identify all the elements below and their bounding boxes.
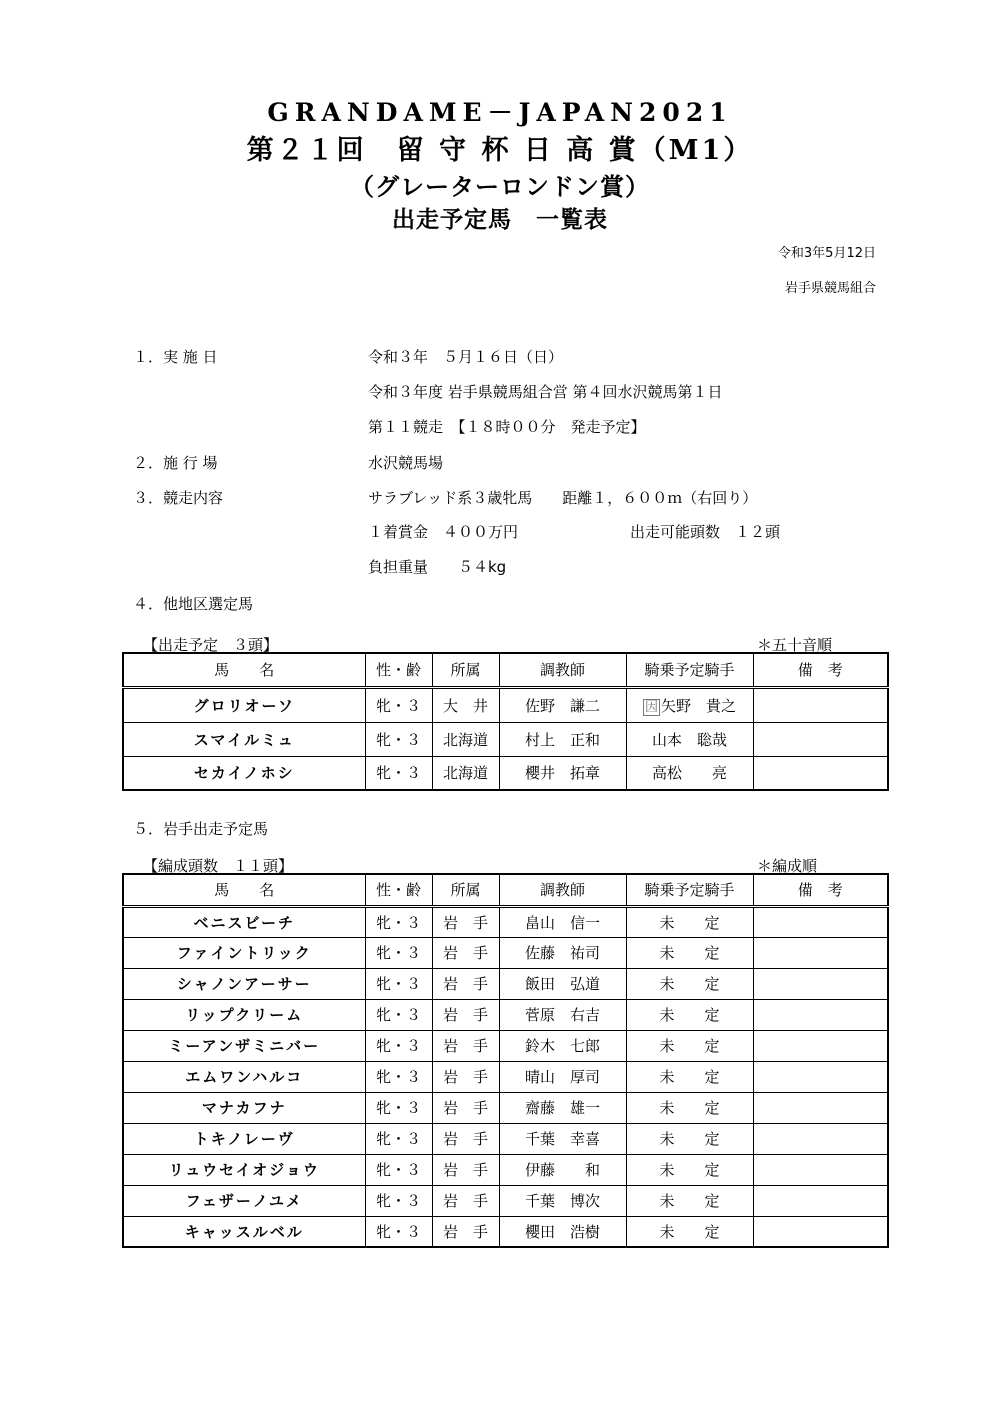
- remarks: [753, 1154, 888, 1185]
- remarks: [753, 1123, 888, 1154]
- horse-name: リュウセイオジョウ: [123, 1154, 365, 1185]
- affiliation: 北海道: [432, 756, 499, 790]
- horse-name: スマイルミュ: [123, 722, 365, 756]
- trainer: 千葉 幸喜: [499, 1123, 626, 1154]
- header-affiliation: 所属: [432, 874, 499, 906]
- document-date: 令和3年5月12日: [777, 246, 876, 261]
- sex-age: 牝・３: [365, 1216, 432, 1247]
- section-1-race-time: 第１１競走 【１８時００分 発走予定】: [368, 418, 646, 436]
- header-remarks: 備 考: [753, 653, 888, 687]
- table-row: [123, 1092, 888, 1123]
- section-3-max-runners: 出走可能頭数 １２頭: [630, 523, 781, 541]
- table2-order-note: ＊編成順: [757, 857, 818, 875]
- table-row: [123, 999, 888, 1030]
- sex-age: 牝・３: [365, 999, 432, 1030]
- iwate-horses-table: [122, 873, 889, 1248]
- table-row: [123, 1030, 888, 1061]
- sex-age: 牝・３: [365, 1061, 432, 1092]
- title-race-name: 第２１回 留 守 杯 日 高 賞（M1）: [246, 135, 754, 166]
- horse-name: ミーアンザミニバー: [123, 1030, 365, 1061]
- header-sex-age: 性・齢: [365, 874, 432, 906]
- jockey: 未 定: [626, 1185, 753, 1216]
- table-row: [123, 1216, 888, 1247]
- jockey: 未 定: [626, 906, 753, 937]
- affiliation: 岩 手: [432, 1123, 499, 1154]
- horse-name: フェザーノユメ: [123, 1185, 365, 1216]
- jockey: 未 定: [626, 1030, 753, 1061]
- table-row: [123, 1154, 888, 1185]
- trainer: 鈴木 七郎: [499, 1030, 626, 1061]
- horse-name: セカイノホシ: [123, 756, 365, 790]
- sex-age: 牝・３: [365, 687, 432, 722]
- affiliation: 岩 手: [432, 906, 499, 937]
- table1-order-note: ＊五十音順: [757, 636, 833, 654]
- remarks: [753, 722, 888, 756]
- sex-age: 牝・３: [365, 1123, 432, 1154]
- sex-age: 牝・３: [365, 968, 432, 999]
- remarks: [753, 687, 888, 722]
- sex-age: 牝・３: [365, 1185, 432, 1216]
- sex-age: 牝・３: [365, 937, 432, 968]
- table-row: [123, 1185, 888, 1216]
- trainer: 櫻田 浩樹: [499, 1216, 626, 1247]
- header-remarks: 備 考: [753, 874, 888, 906]
- section-2-venue: 水沢競馬場: [368, 454, 444, 472]
- jockey: 高松 亮: [626, 756, 753, 790]
- jockey-name: 矢野 貴之: [661, 696, 737, 715]
- section-1-meeting: 令和３年度 岩手県競馬組合営 第４回水沢競馬第１日: [368, 383, 723, 401]
- jockey: 未 定: [626, 968, 753, 999]
- trainer: 佐藤 祐司: [499, 937, 626, 968]
- remarks: [753, 1061, 888, 1092]
- trainer: 伊藤 和: [499, 1154, 626, 1185]
- organizer-name: 岩手県競馬組合: [784, 281, 876, 296]
- header-horse-name: 馬 名: [123, 653, 365, 687]
- remarks: [753, 906, 888, 937]
- title-event-series: GRANDAME－JAPAN2021: [267, 98, 733, 127]
- section-5-label: ５．岩手出走予定馬: [133, 820, 269, 838]
- trainer: 佐野 謙二: [499, 687, 626, 722]
- table-row: [123, 1123, 888, 1154]
- section-3-weight: 負担重量 ５４kg: [368, 558, 507, 576]
- table2-caption: 【編成頭数 １１頭】: [143, 857, 294, 875]
- affiliation: 岩 手: [432, 968, 499, 999]
- other-region-horses-table: [122, 652, 889, 791]
- trainer: 菅原 右吉: [499, 999, 626, 1030]
- table-row: [123, 968, 888, 999]
- jockey: 未 定: [626, 1154, 753, 1185]
- table-row: [123, 906, 888, 937]
- sex-age: 牝・３: [365, 722, 432, 756]
- trainer: 齋藤 雄一: [499, 1092, 626, 1123]
- trainer: 櫻井 拓章: [499, 756, 626, 790]
- table-row: [123, 756, 888, 790]
- affiliation: 岩 手: [432, 937, 499, 968]
- title-document-type: 出走予定馬 一覧表: [392, 206, 608, 233]
- affiliation: 大 井: [432, 687, 499, 722]
- remarks: [753, 999, 888, 1030]
- header-horse-name: 馬 名: [123, 874, 365, 906]
- table-header-row: [123, 653, 888, 687]
- section-4-label: ４．他地区選定馬: [133, 595, 254, 613]
- horse-name: ベニスビーチ: [123, 906, 365, 937]
- header-sex-age: 性・齢: [365, 653, 432, 687]
- remarks: [753, 1092, 888, 1123]
- header-jockey: 騎乗予定騎手: [626, 874, 753, 906]
- jockey: 未 定: [626, 1061, 753, 1092]
- sex-age: 牝・３: [365, 756, 432, 790]
- remarks: [753, 1030, 888, 1061]
- jockey: 未 定: [626, 999, 753, 1030]
- affiliation: 岩 手: [432, 1185, 499, 1216]
- horse-name: エムワンハルコ: [123, 1061, 365, 1092]
- trainer: 畠山 信一: [499, 906, 626, 937]
- jockey: 未 定: [626, 937, 753, 968]
- table-row: [123, 722, 888, 756]
- affiliation: 岩 手: [432, 1030, 499, 1061]
- table1-caption: 【出走予定 ３頭】: [143, 636, 279, 654]
- horse-name: リップクリーム: [123, 999, 365, 1030]
- horse-name: キャッスルベル: [123, 1216, 365, 1247]
- remarks: [753, 1216, 888, 1247]
- horse-name: ファイントリック: [123, 937, 365, 968]
- section-1-label: １．実 施 日: [133, 348, 218, 366]
- jockey: [626, 687, 753, 722]
- sex-age: 牝・３: [365, 906, 432, 937]
- section-2-label: ２．施 行 場: [133, 454, 218, 472]
- sex-age: 牝・３: [365, 1154, 432, 1185]
- section-3-label: ３．競走内容: [133, 489, 224, 507]
- affiliation: 岩 手: [432, 1061, 499, 1092]
- header-trainer: 調教師: [499, 874, 626, 906]
- affiliation: 岩 手: [432, 1092, 499, 1123]
- table-row: [123, 1061, 888, 1092]
- affiliation: 岩 手: [432, 1154, 499, 1185]
- horse-name: マナカフナ: [123, 1092, 365, 1123]
- trainer: 晴山 厚司: [499, 1061, 626, 1092]
- trainer: 村上 正和: [499, 722, 626, 756]
- sex-age: 牝・３: [365, 1092, 432, 1123]
- table-header-row: [123, 874, 888, 906]
- remarks: [753, 756, 888, 790]
- affiliation: 岩 手: [432, 1216, 499, 1247]
- trainer: 飯田 弘道: [499, 968, 626, 999]
- jockey: 未 定: [626, 1216, 753, 1247]
- section-3-prize: １着賞金 ４００万円: [368, 523, 519, 541]
- jockey: 山本 聡哉: [626, 722, 753, 756]
- sex-age: 牝・３: [365, 1030, 432, 1061]
- section-1-date: 令和３年 ５月１６日（日）: [368, 348, 564, 366]
- horse-name: トキノレーヴ: [123, 1123, 365, 1154]
- jockey: 未 定: [626, 1123, 753, 1154]
- table-row: [123, 687, 888, 722]
- remarks: [753, 968, 888, 999]
- affiliation: 北海道: [432, 722, 499, 756]
- horse-name: シャノンアーサー: [123, 968, 365, 999]
- title-race-subtitle: （グレーターロンドン賞）: [350, 172, 650, 201]
- jockey: 未 定: [626, 1092, 753, 1123]
- remarks: [753, 937, 888, 968]
- remarks: [753, 1185, 888, 1216]
- header-affiliation: 所属: [432, 653, 499, 687]
- section-3-race-conditions: サラブレッド系３歳牝馬 距離１，６００ｍ（右回り）: [368, 489, 758, 507]
- table-row: [123, 937, 888, 968]
- jockey-reassignment-mark: 因: [644, 699, 658, 715]
- trainer: 千葉 博次: [499, 1185, 626, 1216]
- header-trainer: 調教師: [499, 653, 626, 687]
- affiliation: 岩 手: [432, 999, 499, 1030]
- horse-name: グロリオーソ: [123, 687, 365, 722]
- header-jockey: 騎乗予定騎手: [626, 653, 753, 687]
